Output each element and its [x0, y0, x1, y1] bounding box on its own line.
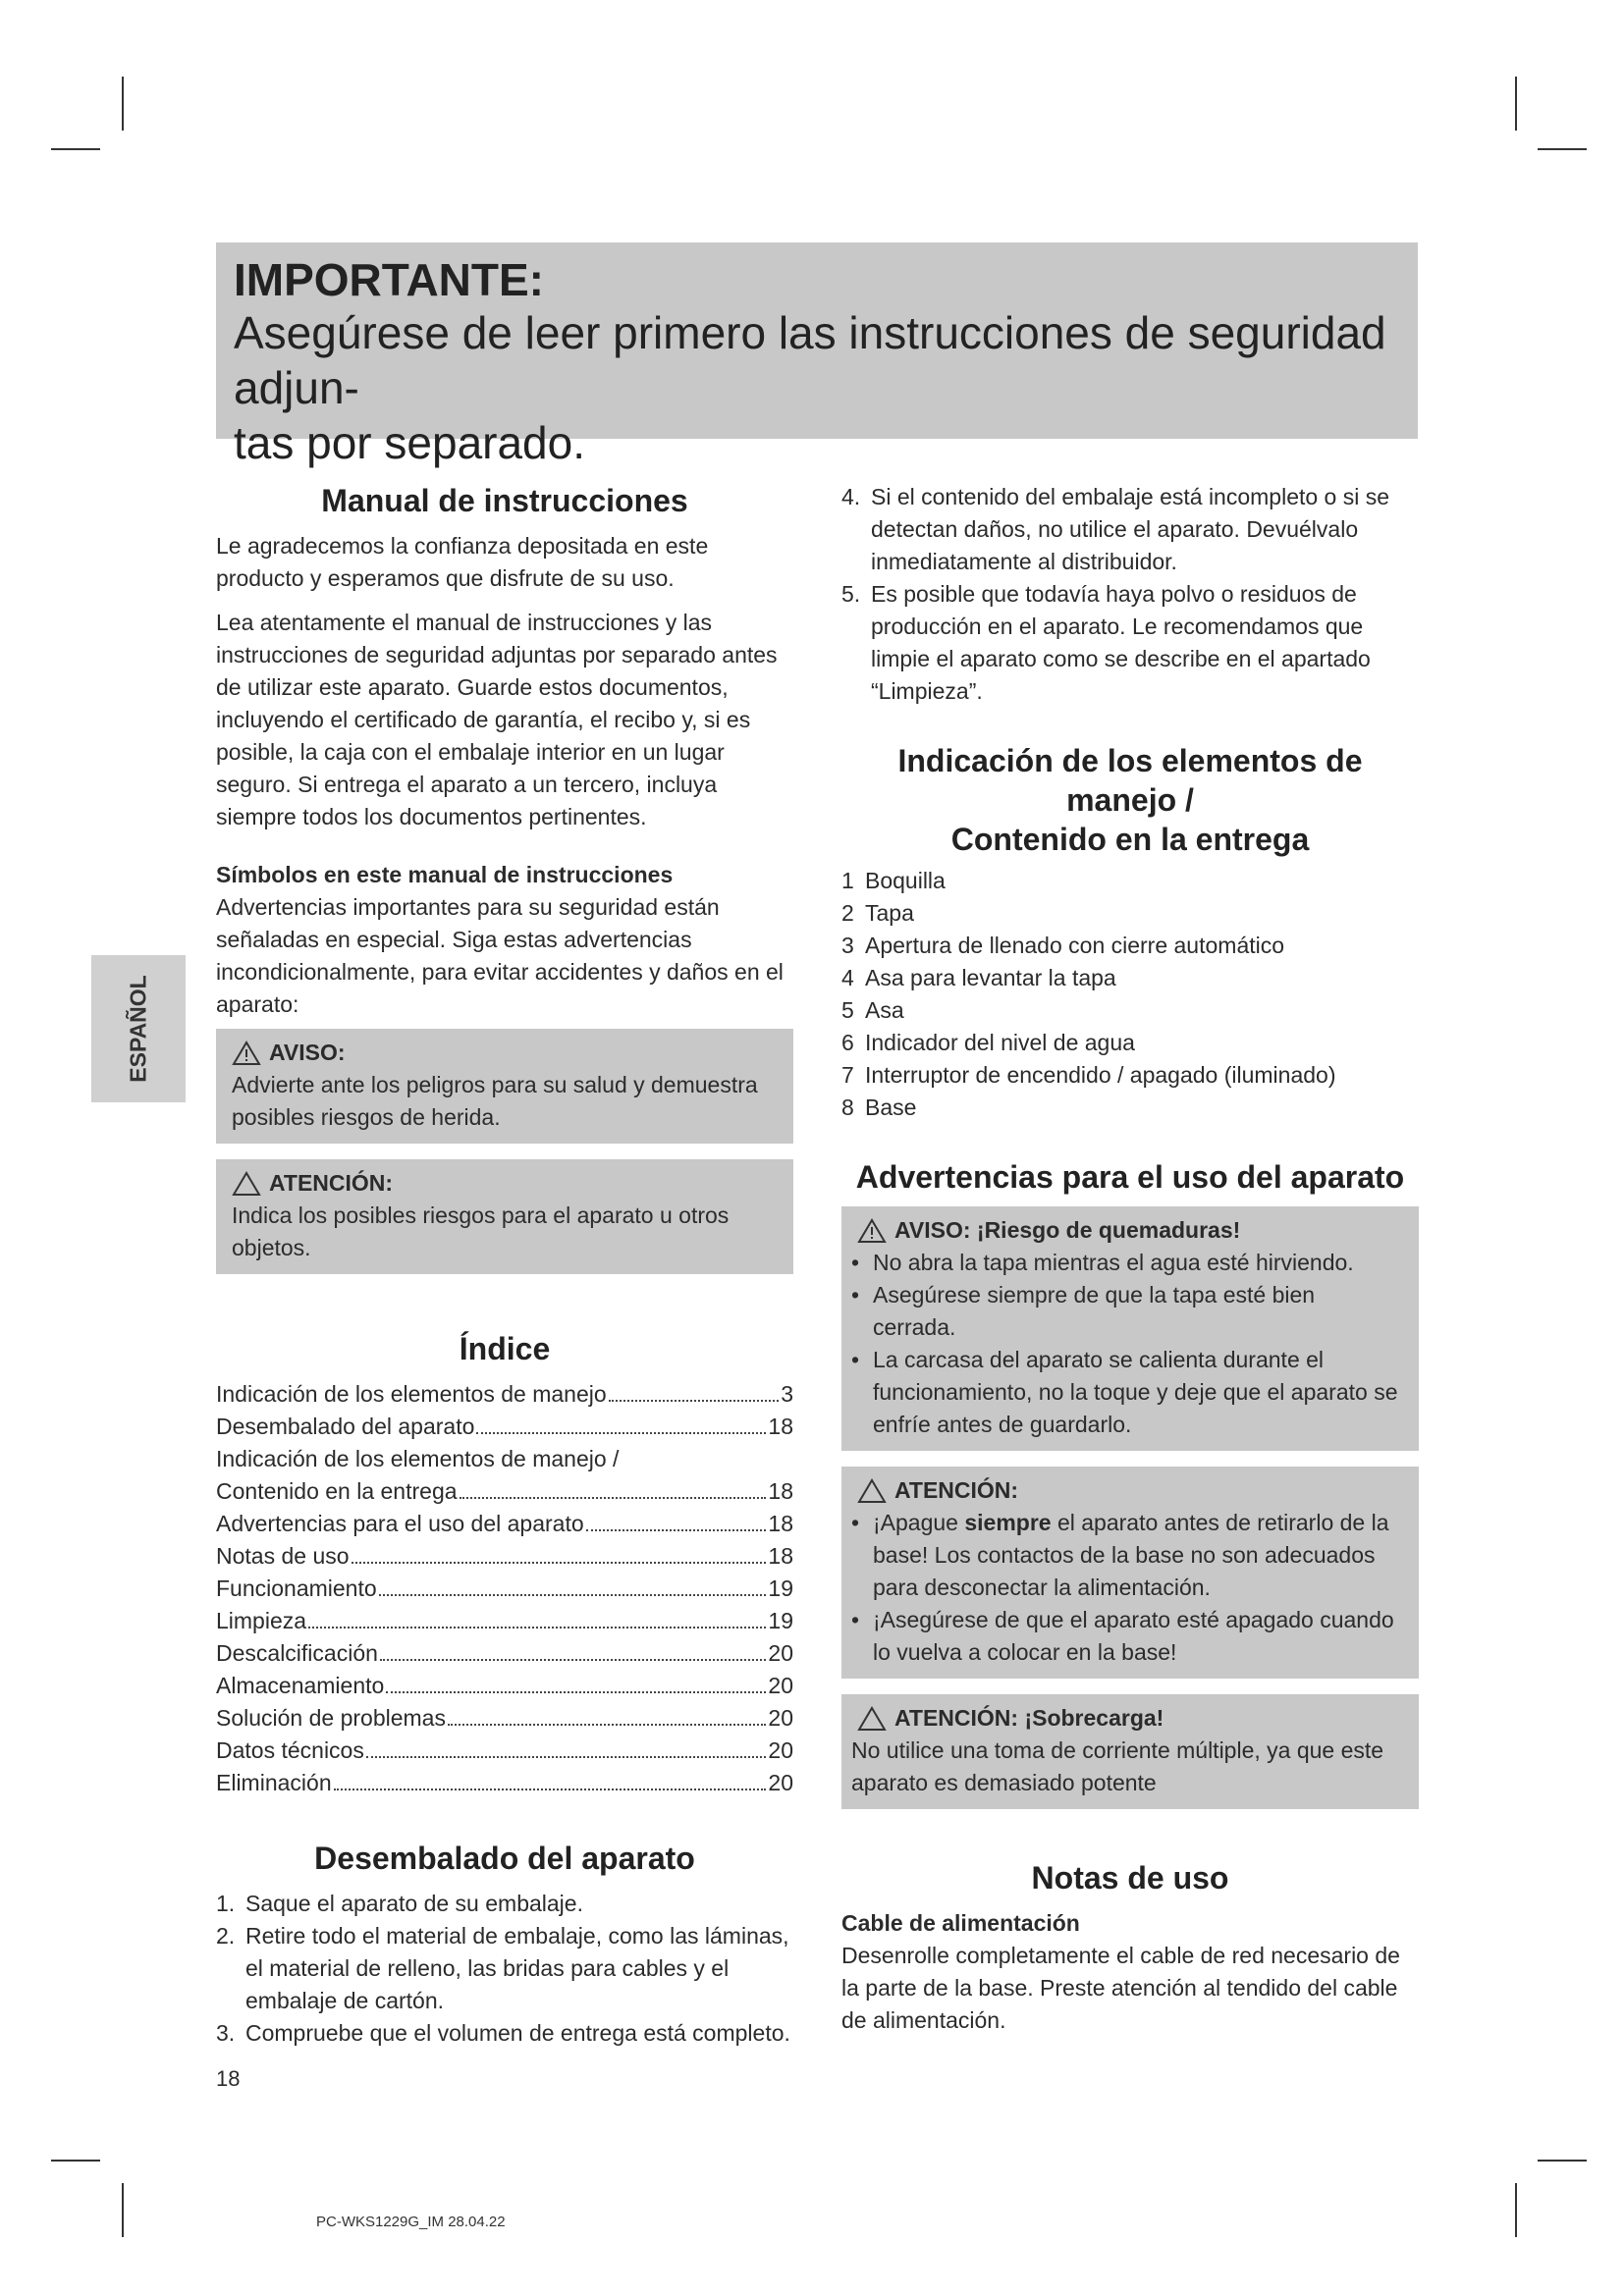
controls-heading: Indicación de los elementos de manejo / Contenido en la entrega [897, 743, 1363, 857]
overload-caution-callout [841, 1694, 1419, 1809]
list-item: 1. Saque el aparato de su embalaje. [216, 1891, 583, 1916]
list-item: • ¡Asegúrese de que el aparato esté apagado cuando lo vuelva a colocar en la base! [851, 1607, 1394, 1665]
unpack-steps [216, 1888, 793, 2050]
important-line1: Asegúrese de leer primero las instrucciones de seguridad adjun- [234, 307, 1386, 413]
power-caution-callout [841, 1467, 1419, 1679]
toc-row[interactable]: Descalcificación 20 [216, 1640, 793, 1666]
list-item: • ¡Apague siempre el aparato antes de retirarlo de la base! Los contactos de la base no son adecuados para desconectar la alimentación. [851, 1510, 1389, 1600]
toc-row[interactable]: Solución de problemas 20 [216, 1705, 793, 1731]
crop-mark [51, 2160, 100, 2162]
notes-heading: Notas de uso [1031, 1860, 1229, 1896]
warnings-heading: Advertencias para el uso del aparato [855, 1159, 1405, 1195]
list-item: 8 Base [841, 1095, 917, 1120]
aviso-text: Advierte ante los peligros para su salud y demuestra posibles riesgos de herida. [232, 1072, 758, 1130]
crop-mark [122, 77, 124, 131]
power-cable-text: Desenrolle completamente el cable de red necesario de la parte de la base. Preste atención al tendido del cable de alimentación. [841, 1943, 1400, 2033]
burn-warning-title: AVISO: ¡Riesgo de quemaduras! [894, 1217, 1241, 1243]
important-title: IMPORTANTE: [234, 254, 545, 305]
toc-row[interactable]: Advertencias para el uso del aparato 18 [216, 1511, 793, 1536]
toc-row[interactable]: Indicación de los elementos de manejo / [216, 1446, 620, 1471]
toc-row[interactable]: Eliminación 20 [216, 1770, 793, 1795]
list-item: 2. Retire todo el material de embalaje, como las láminas, el material de relleno, las bridas para cables y el embalaje de cartón. [216, 1923, 789, 2013]
language-tab [91, 955, 186, 1102]
manual-intro: Le agradecemos la confianza depositada en este producto y esperamos que disfrute de su uso. [216, 533, 709, 591]
list-item: 4 Asa para levantar la tapa [841, 965, 1116, 990]
warning-exclamation-icon [857, 1218, 887, 1244]
list-item: 5 Asa [841, 997, 904, 1023]
crop-mark [122, 2183, 124, 2237]
crop-mark [1515, 77, 1517, 131]
unpack-steps-continued [841, 481, 1419, 708]
list-item: • No abra la tapa mientras el agua esté hirviendo. [851, 1250, 1354, 1275]
warning-exclamation-icon [232, 1041, 261, 1066]
symbols-text: Advertencias importantes para su seguridad están señaladas en especial. Siga estas advertencias incondicionalmente, para evitar accidentes y daños en el aparato: [216, 894, 784, 1017]
warning-triangle-icon [857, 1706, 887, 1732]
unpack-heading: Desembalado del aparato [314, 1841, 695, 1876]
manual-body: Lea atentamente el manual de instrucciones y las instrucciones de seguridad adjuntas por separado antes de utilizar este aparato. Guarde estos documentos, incluyendo el certificado de garantía, el recibo y, si es posible, la caja con el embalaje interior en un lugar seguro. Si entrega el aparato a un tercero, incluya siempre todos los documentos pertinentes. [216, 610, 778, 829]
toc-row[interactable]: Datos técnicos 20 [216, 1737, 793, 1763]
overload-caution-text: No utilice una toma de corriente múltiple, ya que este aparato es demasiado potente [851, 1737, 1384, 1795]
index-heading: Índice [459, 1331, 551, 1366]
aviso-title: AVISO: [269, 1040, 346, 1065]
list-item: 5. Es posible que todavía haya polvo o residuos de producción en el aparato. Le recomendamos que limpie el aparato como se describe en el apartado “Limpieza”. [841, 581, 1371, 704]
overload-caution-title: ATENCIÓN: ¡Sobrecarga! [894, 1705, 1164, 1731]
toc-row[interactable]: Desembalado del aparato 18 [216, 1414, 793, 1439]
list-item: 6 Indicador del nivel de agua [841, 1030, 1135, 1055]
power-cable-heading: Cable de alimentación [841, 1910, 1080, 1936]
crop-mark [1538, 148, 1587, 150]
warning-triangle-icon [232, 1171, 261, 1197]
burn-warning-callout [841, 1206, 1419, 1451]
footer-code: PC-WKS1229G_IM 28.04.22 [316, 2214, 506, 2230]
left-column [216, 481, 793, 2050]
list-item: • Asegúrese siempre de que la tapa esté bien cerrada. [851, 1282, 1316, 1340]
list-item: 7 Interruptor de encendido / apagado (iluminado) [841, 1062, 1336, 1088]
list-item: 4. Si el contenido del embalaje está incompleto o si se detectan daños, no utilice el aparato. Devuélvalo inmediatamente al distribuidor. [841, 484, 1390, 574]
crop-mark [51, 148, 100, 150]
aviso-callout [216, 1029, 793, 1144]
list-item: 3. Compruebe que el volumen de entrega está completo. [216, 2020, 790, 2046]
language-tab-label: ESPAÑOL [125, 975, 151, 1083]
list-item: 3 Apertura de llenado con cierre automático [841, 933, 1285, 958]
toc-row[interactable]: Contenido en la entrega 18 [216, 1478, 793, 1504]
crop-mark [1538, 2160, 1587, 2162]
page-number: 18 [216, 2066, 241, 2091]
toc-row[interactable]: Indicación de los elementos de manejo 3 [216, 1381, 793, 1407]
parts-list [841, 865, 1419, 1124]
list-item: 2 Tapa [841, 900, 914, 926]
toc-row[interactable]: Almacenamiento 20 [216, 1673, 793, 1698]
crop-mark [1515, 2183, 1517, 2237]
list-item: • La carcasa del aparato se calienta durante el funcionamiento, no la toque y deje que el aparato se enfríe antes de guardarlo. [851, 1347, 1398, 1437]
atencion-callout [216, 1159, 793, 1274]
index-list [216, 1378, 793, 1799]
toc-row[interactable]: Funcionamiento 19 [216, 1575, 793, 1601]
atencion-title: ATENCIÓN: [269, 1170, 394, 1196]
important-line2: tas por separado. [234, 417, 586, 468]
important-banner [216, 242, 1418, 468]
list-item: 1 Boquilla [841, 868, 946, 893]
manual-heading: Manual de instrucciones [321, 483, 688, 518]
power-caution-title: ATENCIÓN: [894, 1477, 1019, 1503]
symbols-heading: Símbolos en este manual de instrucciones [216, 862, 674, 887]
toc-row[interactable]: Notas de uso 18 [216, 1543, 793, 1569]
warning-triangle-icon [857, 1478, 887, 1504]
right-column [841, 481, 1419, 2049]
atencion-text: Indica los posibles riesgos para el aparato u otros objetos. [232, 1202, 730, 1260]
toc-row[interactable]: Limpieza 19 [216, 1608, 793, 1633]
